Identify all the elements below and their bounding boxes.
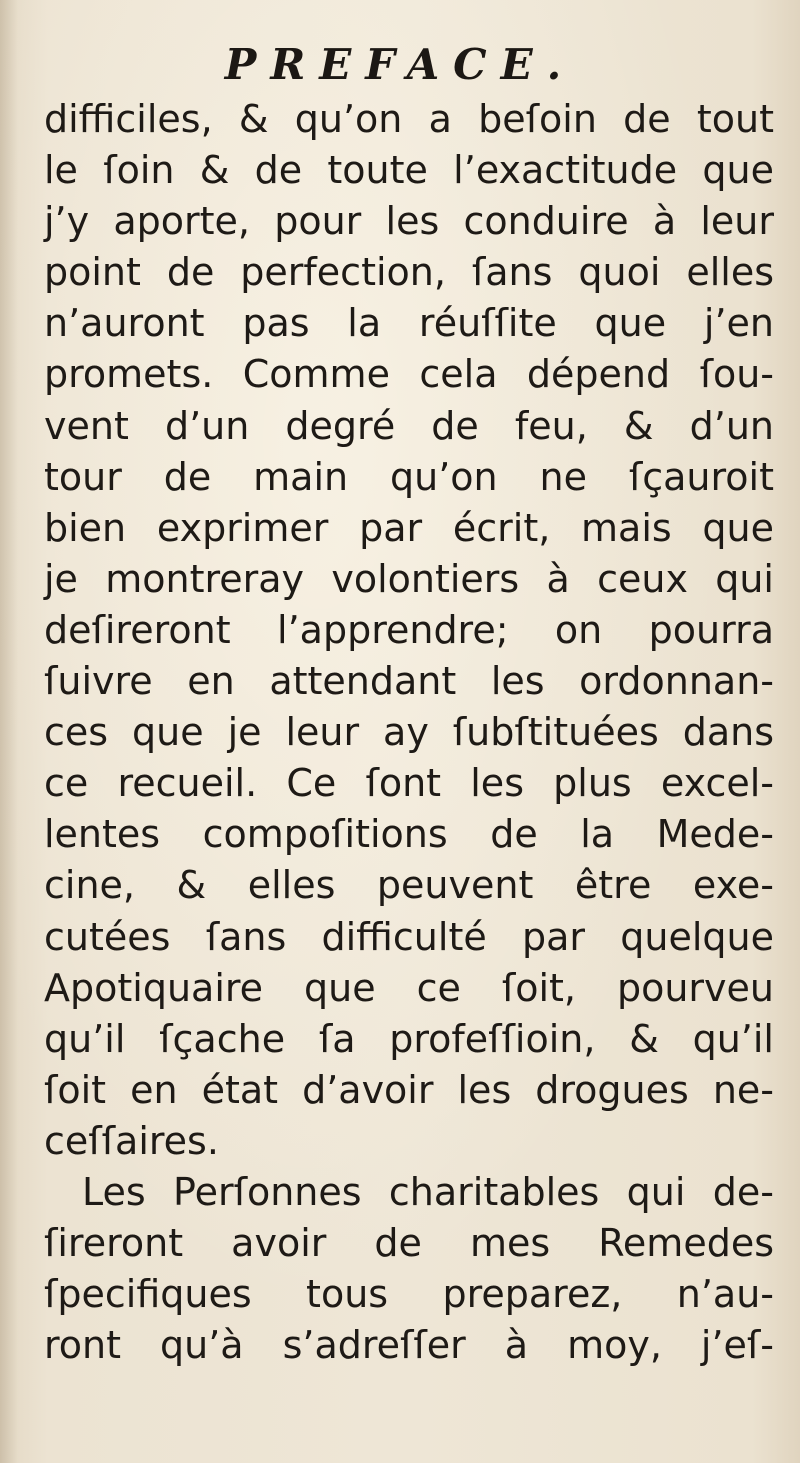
text-line: qu’il ſçache ſa profeſſioin, & qu’il (44, 1016, 774, 1061)
text-line: ſoit en état d’avoir les drogues ne- (44, 1067, 774, 1112)
text-line: ſuivre en attendant les ordonnan- (44, 659, 774, 704)
gutter-shadow (0, 0, 18, 1463)
text-line: ront qu’à s’adreſſer à moy, j’eſ- (44, 1323, 774, 1368)
text-line: ce recueil. Ce ſont les plus excel- (44, 761, 774, 806)
text-line: ceſſaires. (44, 1118, 219, 1163)
text-line: j’y aporte, pour les conduire à leur (44, 199, 774, 244)
running-head: PREFACE. (224, 40, 576, 89)
text-line: n’auront pas la réuſſite que j’en (44, 301, 774, 346)
body-text (44, 94, 774, 1371)
text-line: promets. Comme cela dépend ſou- (44, 352, 774, 397)
text-line: ſireront avoir de mes Remedes (44, 1221, 774, 1266)
text-line: ſpecifiques tous preparez, n’au- (44, 1272, 774, 1317)
text-line: le ſoin & de toute l’exactitude que (44, 148, 774, 193)
text-line: deſireront l’apprendre; on pourra (44, 607, 774, 652)
text-line: vent d’un degré de feu, & d’un (44, 403, 774, 448)
text-line: cine, & elles peuvent être exe- (44, 863, 774, 908)
text-line: difficiles, & qu’on a beſoin de tout (44, 97, 774, 141)
text-line: je montreray volontiers à ceux qui (44, 556, 774, 601)
text-line: bien exprimer par écrit, mais que (44, 505, 774, 550)
text-line: Les Perſonnes charitables qui de- (82, 1169, 774, 1214)
text-line: tour de main qu’on ne ſçauroit (44, 454, 774, 499)
text-line: cutées ſans difficulté par quelque (44, 914, 774, 959)
text-line: point de perfection, ſans quoi elles (44, 250, 774, 295)
text-line: Apotiquaire que ce ſoit, pourveu (44, 965, 774, 1010)
text-line: lentes compoſitions de la Mede- (44, 812, 774, 857)
text-line: ces que je leur ay ſubſtituées dans (44, 710, 774, 755)
